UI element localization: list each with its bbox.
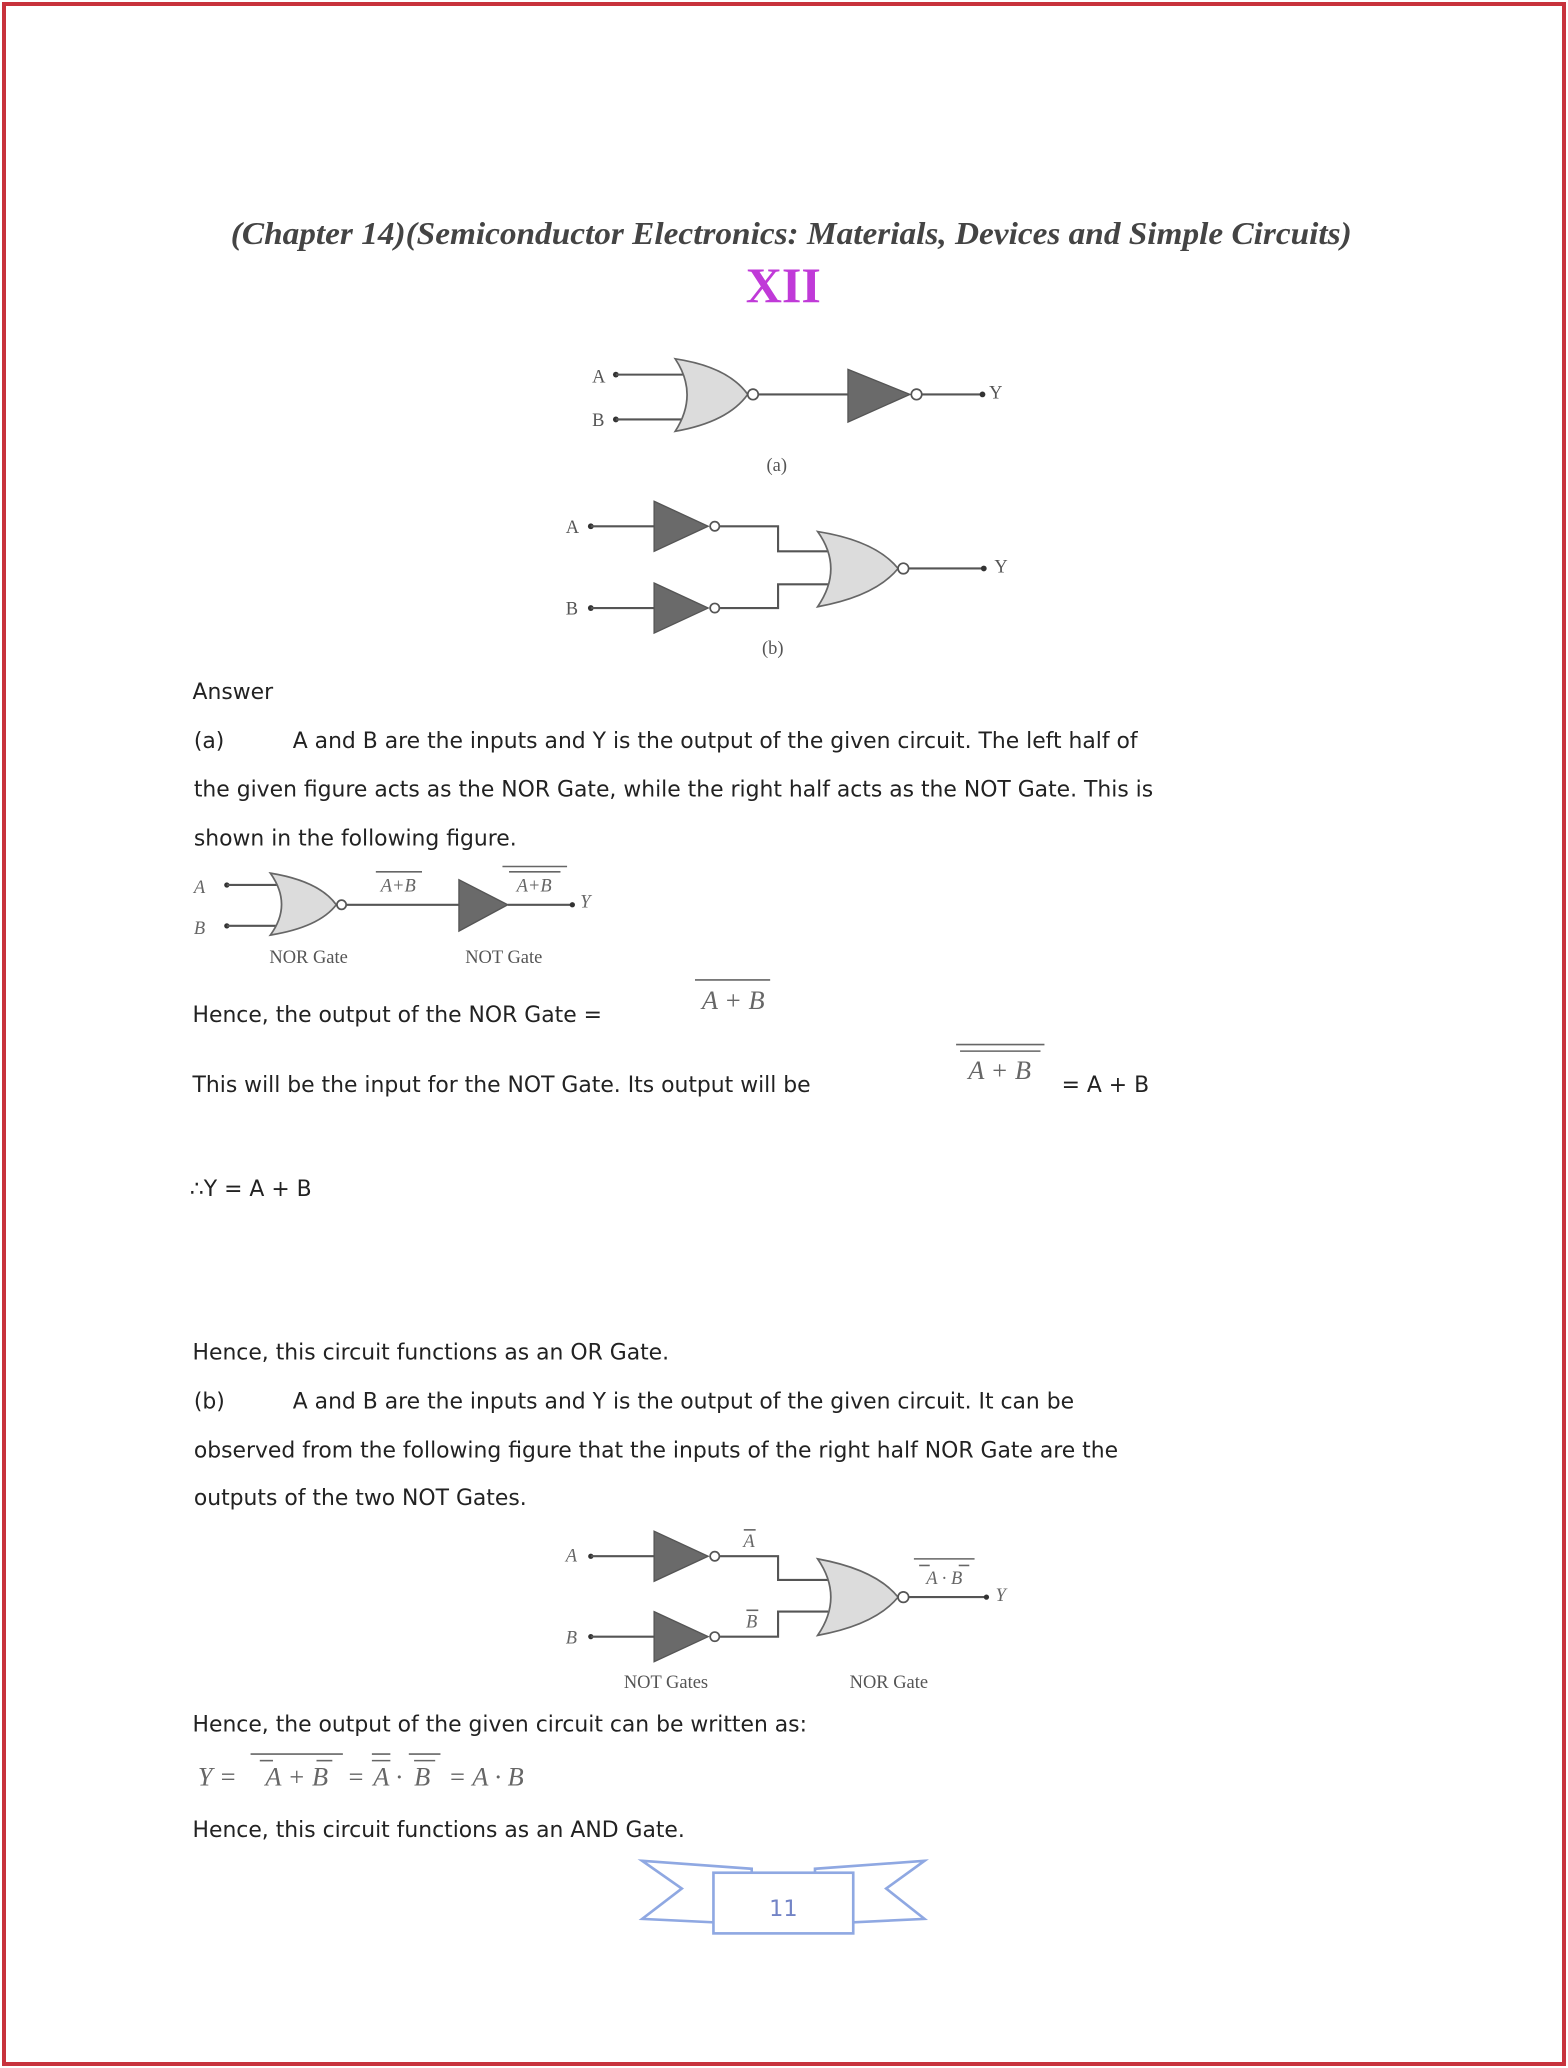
not-bubble (911, 389, 922, 400)
a-bar-label: A (743, 1530, 755, 1551)
part-a-marker: (a) (193, 728, 225, 754)
nor-gate-caption: NOR Gate (849, 1672, 929, 1693)
figure-d-circuit (564, 1530, 1008, 1692)
part-b-conclusion: Hence, this circuit functions as an AND Gate. (192, 1818, 685, 1844)
input-b-label: B (565, 1627, 578, 1648)
input-a-label: A (565, 516, 580, 537)
not-output-text: This will be the input for the NOT Gate. Its output will be (192, 1073, 811, 1099)
nor-bubble (748, 389, 759, 400)
page-number-ribbon (642, 1861, 924, 1934)
part-b-line: outputs of the two NOT Gates. (193, 1485, 527, 1511)
part-b-line: A and B are the inputs and Y is the output of the given circuit. It can be (292, 1389, 1075, 1415)
input-b-label: B (193, 917, 206, 938)
output-terminal (980, 392, 986, 398)
not-result: = A + B (1061, 1073, 1150, 1099)
input-a-label: A (592, 366, 606, 387)
output-y-label: Y (994, 556, 1008, 577)
eq-equals: = (346, 1762, 365, 1792)
not-gate-b (654, 583, 708, 633)
nor-gate (818, 1559, 898, 1635)
not-output-label: A+B (516, 875, 552, 896)
not-gate-a (654, 1531, 708, 1581)
nor-output-label: A+B (380, 875, 416, 896)
answer-heading: Answer (192, 680, 274, 706)
part-b-marker: (b) (193, 1389, 225, 1415)
part-a-line: A and B are the inputs and Y is the output of the given circuit. The left half of (292, 728, 1138, 754)
chapter-title: (Chapter 14)(Semiconductor Electronics: Materials, Devices and Simple Circuits) (230, 216, 1352, 252)
input-a-label: A (565, 1545, 578, 1566)
not-gate-a (654, 501, 708, 551)
and-equation (198, 1754, 524, 1792)
eq-term-2a: A (373, 1762, 390, 1792)
part-a-conclusion: Hence, this circuit functions as an OR Gate. (192, 1340, 670, 1366)
eq-y: Y = (197, 1762, 237, 1792)
input-b-label: B (592, 410, 605, 431)
output-y-label: Y (995, 1585, 1006, 1606)
page-number: 11 (769, 1896, 798, 1923)
figure-c-circuit (192, 867, 592, 967)
input-a-label: A (193, 876, 206, 897)
figure-b-caption: (b) (762, 638, 784, 659)
eq-result: = A · B (448, 1762, 524, 1792)
nor-output-text: Hence, the output of the NOR Gate = (192, 1003, 602, 1029)
nor-gate (270, 873, 336, 935)
nor-gate (818, 532, 898, 607)
output-y-label: Y (989, 382, 1003, 403)
part-a-line: shown in the following figure. (193, 826, 517, 852)
part-a-line: the given figure acts as the NOR Gate, while the right half acts as the NOT Gate. This is (193, 777, 1154, 803)
not-gate-b (654, 1612, 708, 1662)
nor-output-label: A · B (926, 1567, 963, 1588)
therefore-statement: ∴Y = A + B (189, 1177, 312, 1203)
nor-gate (675, 359, 748, 432)
figure-b-circuit (566, 501, 1008, 659)
not-gate (848, 369, 910, 422)
not-gates-caption: NOT Gates (623, 1672, 709, 1693)
figure-a-caption: (a) (766, 454, 787, 475)
not-gate (459, 880, 508, 931)
output-y-label: Y (580, 891, 591, 912)
figure-a-circuit (592, 359, 1002, 476)
eq-dot: · (395, 1762, 403, 1792)
eq-term-1: A + B (265, 1762, 329, 1792)
class-label: XII (745, 257, 821, 314)
part-b-line: observed from the following figure that the inputs of the right half NOR Gate are the (193, 1438, 1119, 1464)
eq-term-2b: B (414, 1762, 431, 1792)
not-gate-caption: NOT Gate (465, 946, 543, 967)
output-intro: Hence, the output of the given circuit can be written as: (192, 1712, 807, 1738)
input-b-label: B (565, 598, 579, 619)
not-expression: A + B (968, 1055, 1031, 1085)
nor-expression: A + B (701, 985, 765, 1015)
b-bar-label: B (746, 1611, 758, 1632)
nor-gate-caption: NOR Gate (269, 946, 348, 967)
